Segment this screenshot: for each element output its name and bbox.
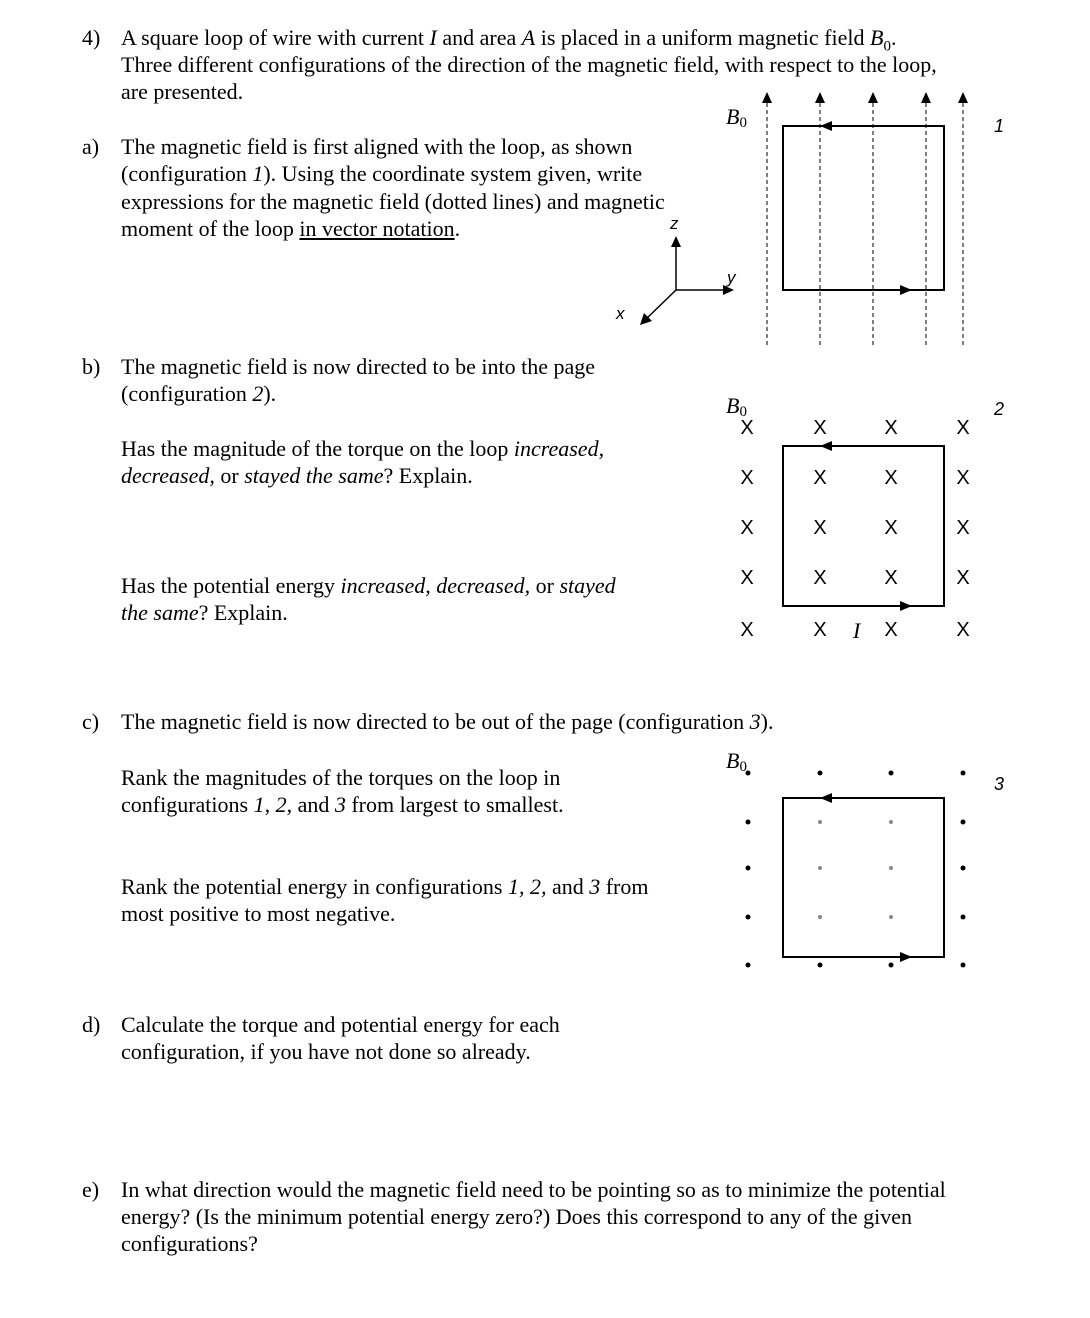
italic-run: the same	[121, 600, 199, 625]
into-page-mark: X	[956, 467, 970, 489]
part-c-r1-line-1: Rank the magnitudes of the torques on the loop in	[121, 765, 561, 790]
out-of-page-dot	[818, 771, 823, 776]
into-page-mark: X	[884, 467, 898, 489]
fig2-loop	[783, 446, 944, 606]
into-page-mark: X	[813, 417, 827, 439]
text-run: ).	[760, 709, 774, 734]
italic-run: increased, decreased,	[340, 573, 531, 598]
fig1-current-arrow-right	[900, 285, 912, 295]
text-run: configurations	[121, 792, 254, 817]
fig3-loop	[783, 798, 944, 957]
part-e-line-1: In what direction would the magnetic field need to be pointing so as to minimize the potential	[121, 1177, 946, 1202]
out-of-page-dot	[889, 820, 893, 824]
text-run: moment of the loop	[121, 216, 300, 241]
text-run: and	[292, 792, 335, 817]
out-of-page-dot	[889, 963, 894, 968]
part-a-line-1: The magnetic field is first aligned with the loop, as shown	[121, 134, 633, 159]
fig2-current-arrow-right	[900, 601, 912, 611]
into-page-mark: X	[956, 517, 970, 539]
text-run: is placed in a uniform magnetic field	[535, 25, 870, 50]
text-run: .	[890, 25, 897, 50]
text-run: Has the potential energy	[121, 573, 341, 598]
part-d-label: d)	[82, 1012, 101, 1037]
italic-run: 1, 2,	[253, 792, 293, 817]
into-page-mark: X	[740, 417, 754, 439]
fig1-field-lines	[767, 100, 963, 345]
var-area: A	[521, 25, 536, 50]
out-of-page-dot	[889, 771, 894, 776]
text-run: ). Using the coordinate system given, write	[263, 161, 643, 186]
fig2-current-arrow-left	[820, 441, 832, 451]
italic-run: decreased,	[121, 463, 215, 488]
fig1-b0-label	[726, 104, 747, 132]
out-of-page-dot	[818, 820, 822, 824]
b-sub: 0	[739, 404, 747, 420]
fig3-current-arrow-right	[900, 952, 912, 962]
into-page-mark: X	[813, 619, 827, 641]
into-page-mark: X	[740, 619, 754, 641]
fig1-loop	[783, 126, 944, 290]
coordinate-axes	[645, 242, 728, 320]
text-run: A square loop of wire with current	[121, 25, 430, 50]
problem-line-3: are presented.	[121, 79, 244, 104]
out-of-page-dot	[818, 915, 822, 919]
fig1-field-arrow-up	[762, 92, 772, 103]
out-of-page-dot	[818, 866, 822, 870]
problem-line-2: Three different configurations of the direction of the magnetic field, with respect to the loop,	[121, 52, 937, 77]
into-page-mark: X	[740, 567, 754, 589]
b-sub: 0	[739, 115, 747, 131]
text-run: (configuration	[121, 161, 253, 186]
fig1-field-arrow-up	[921, 92, 931, 103]
text-run: or	[214, 463, 245, 488]
b-symbol: B	[726, 104, 740, 129]
into-page-mark: X	[956, 567, 970, 589]
text-run: or	[530, 573, 560, 598]
fig1-field-arrow-up	[958, 92, 968, 103]
config-number: 3	[749, 709, 761, 734]
part-e-label: e)	[82, 1177, 100, 1202]
out-of-page-dot	[961, 820, 966, 825]
part-c-label: c)	[82, 709, 100, 734]
out-of-page-dot	[889, 866, 893, 870]
part-c-r2-line-2: most positive to most negative.	[121, 901, 396, 926]
var-field-sub: 0	[883, 38, 891, 55]
b-symbol: B	[726, 748, 740, 773]
into-page-mark: X	[956, 619, 970, 641]
out-of-page-dot	[746, 866, 751, 871]
underlined-phrase: in vector notation	[299, 216, 455, 241]
x-axis	[645, 290, 676, 320]
text-run: and	[546, 874, 590, 899]
into-page-mark: X	[956, 417, 970, 439]
var-current: I	[429, 25, 437, 50]
into-page-mark: X	[813, 467, 827, 489]
out-of-page-dot	[746, 915, 751, 920]
italic-run: increased,	[513, 436, 605, 461]
out-of-page-dot	[961, 866, 966, 871]
part-b-label: b)	[82, 354, 101, 379]
part-e-line-3: configurations?	[121, 1231, 258, 1256]
out-of-page-dot	[889, 915, 893, 919]
italic-run: stayed	[559, 573, 616, 598]
b-symbol: B	[726, 393, 740, 418]
text-run: (configuration	[121, 381, 253, 406]
axis-y-label: y	[727, 268, 736, 287]
out-of-page-dot	[961, 771, 966, 776]
into-page-mark: X	[884, 417, 898, 439]
problem-number: 4)	[82, 25, 101, 50]
z-axis-arrow	[671, 236, 681, 247]
text-run: ).	[263, 381, 277, 406]
text-run: Has the magnitude of the torque on the loop	[121, 436, 514, 461]
italic-run: 1, 2,	[507, 874, 547, 899]
axis-x-label: x	[616, 304, 625, 323]
text-run: The magnetic field is now directed to be out of the page (configuration	[121, 709, 750, 734]
out-of-page-dot	[746, 963, 751, 968]
text-run: ? Explain.	[198, 600, 288, 625]
into-page-mark: X	[813, 517, 827, 539]
fig1-field-arrow-up	[868, 92, 878, 103]
var-field: B	[869, 25, 884, 50]
text-run: ? Explain.	[383, 463, 473, 488]
text-run: and area	[436, 25, 522, 50]
out-of-page-dot	[818, 963, 823, 968]
into-page-mark: X	[740, 517, 754, 539]
into-page-mark: X	[884, 567, 898, 589]
fig3-b0-label	[726, 748, 747, 776]
b-sub: 0	[739, 759, 747, 775]
out-of-page-dot	[746, 820, 751, 825]
fig1-number: 1	[994, 116, 1005, 136]
axis-z-label: z	[670, 214, 679, 233]
config-number: 2	[252, 381, 264, 406]
part-a-label: a)	[82, 134, 100, 159]
fig3-field-dots	[746, 771, 966, 968]
into-page-mark: X	[884, 517, 898, 539]
fig3-number: 3	[994, 774, 1005, 794]
italic-run: stayed the same	[244, 463, 384, 488]
fig3-current-arrow-left	[820, 793, 832, 803]
out-of-page-dot	[961, 915, 966, 920]
part-d-line-1: Calculate the torque and potential energy for each	[121, 1012, 560, 1037]
current-label: I	[853, 618, 861, 643]
fig2-number: 2	[994, 399, 1005, 419]
fig1-field-arrow-up	[815, 92, 825, 103]
text-run: from largest to smallest.	[345, 792, 564, 817]
part-a-line-3: expressions for the magnetic field (dotted lines) and magnetic	[121, 189, 665, 214]
into-page-mark: X	[813, 567, 827, 589]
fig1-current-arrow-left	[820, 121, 832, 131]
part-e-line-2: energy? (Is the minimum potential energy zero?) Does this correspond to any of the given	[121, 1204, 912, 1229]
fig1-field-arrowheads	[762, 92, 968, 103]
italic-run: 3	[589, 874, 601, 899]
out-of-page-dot	[961, 963, 966, 968]
italic-run: 3	[334, 792, 346, 817]
part-d-line-2: configuration, if you have not done so already.	[121, 1039, 531, 1064]
text-run: Rank the potential energy in configurations	[121, 874, 508, 899]
part-b-line-1: The magnetic field is now directed to be into the page	[121, 354, 596, 379]
config-number: 1	[252, 161, 264, 186]
into-page-mark: X	[740, 467, 754, 489]
into-page-mark: X	[884, 619, 898, 641]
text-run: from	[600, 874, 649, 899]
text-run: .	[454, 216, 461, 241]
